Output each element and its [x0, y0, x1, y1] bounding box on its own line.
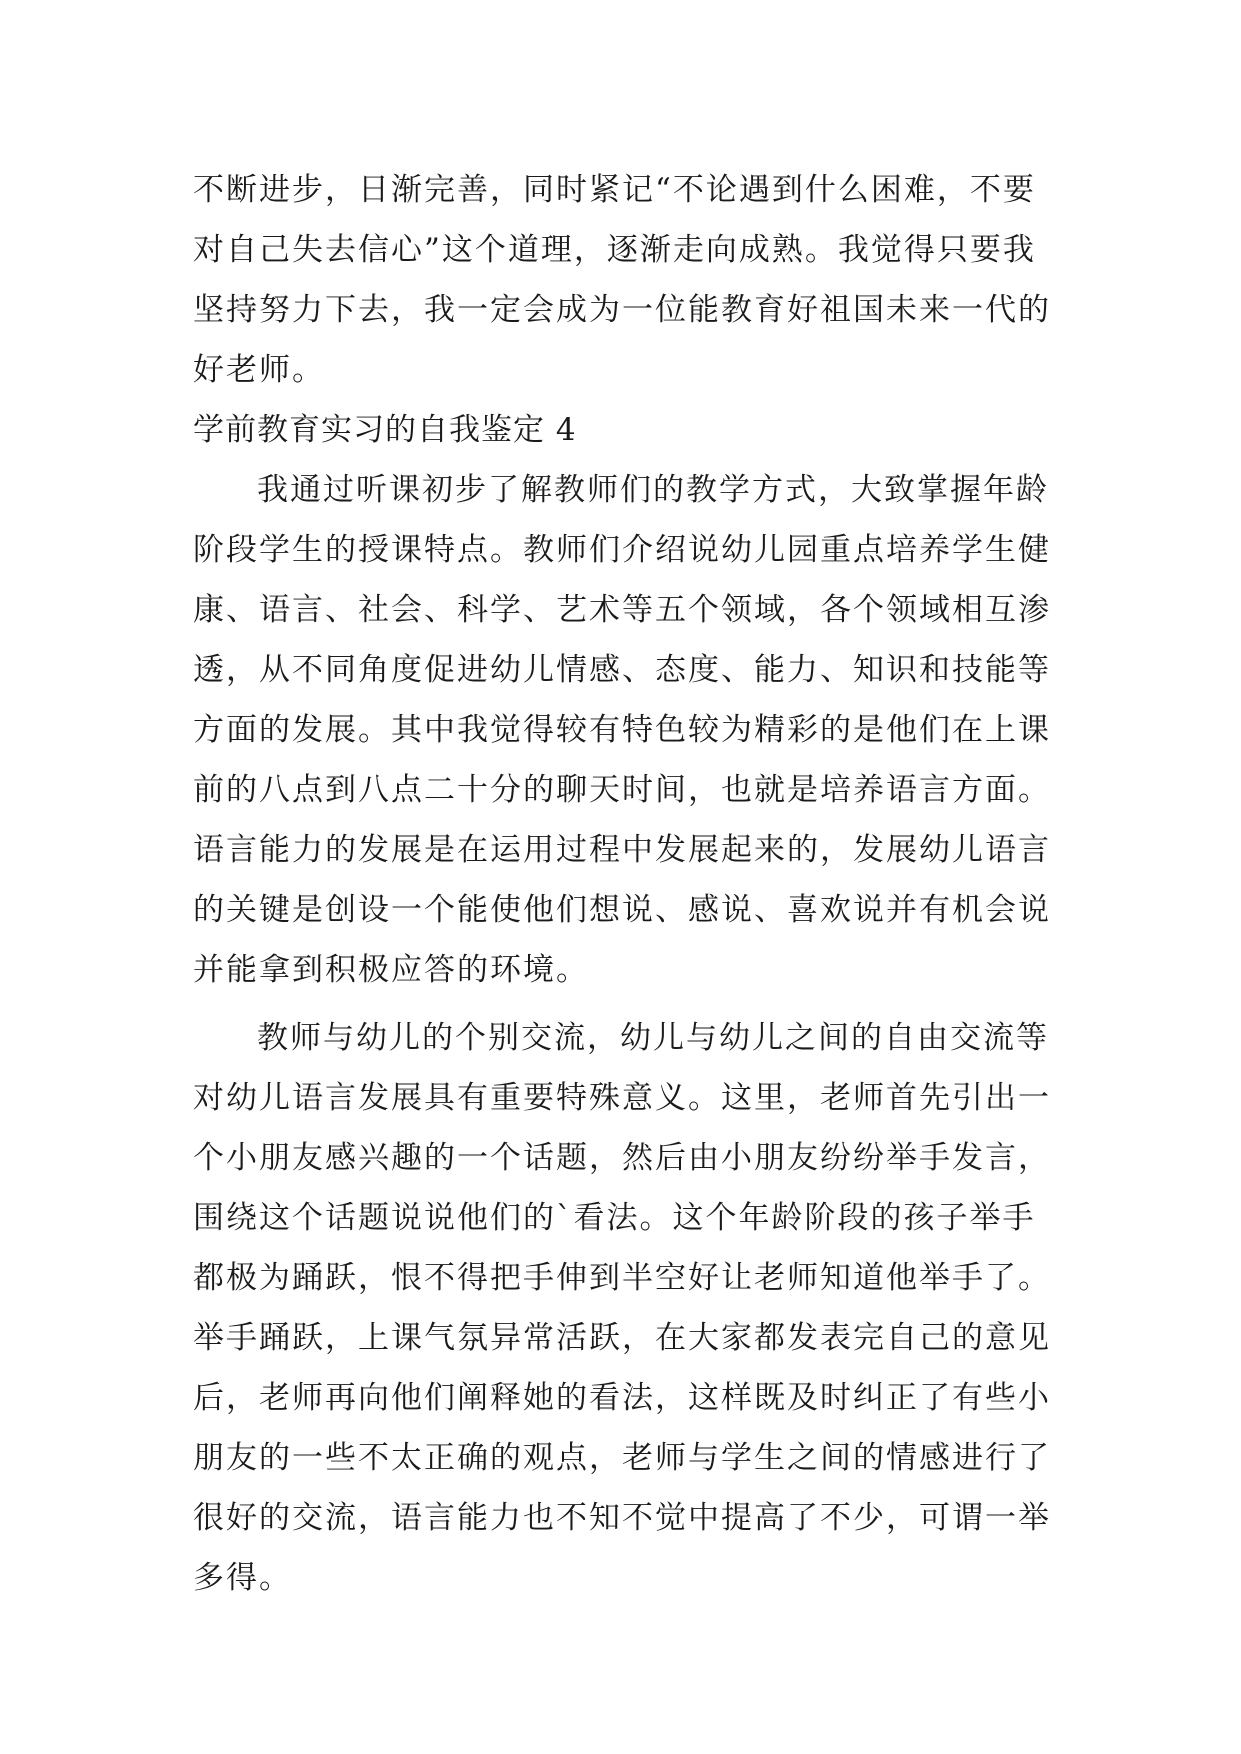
- paragraph-line: 的关键是创设一个能使他们想说、感说、喜欢说并有机会说: [193, 892, 1051, 928]
- paragraph-line: 语言能力的发展是在运用过程中发展起来的，发展幼儿语言: [193, 832, 1051, 868]
- paragraph-line: 并能拿到积极应答的环境。: [193, 952, 589, 988]
- paragraph-2: [193, 1008, 1053, 1608]
- paragraph-line: 后，老师再向他们阐释她的看法，这样既及时纠正了有些小: [193, 1380, 1051, 1416]
- paragraph-line: 多得。: [193, 1560, 292, 1596]
- paragraph-line: 对幼儿语言发展具有重要特殊意义。这里，老师首先引出一: [193, 1080, 1051, 1116]
- paragraph-line: 坚持努力下去，我一定会成为一位能教育好祖国未来一代的: [193, 292, 1051, 328]
- paragraph-line: 举手踊跃，上课气氛异常活跃，在大家都发表完自己的意见: [193, 1320, 1051, 1356]
- paragraph-line: 我通过听课初步了解教师们的教学方式，大致掌握年龄: [257, 472, 1049, 508]
- paragraph-1: [193, 460, 1053, 1000]
- paragraph-line: 康、语言、社会、科学、艺术等五个领域，各个领域相互渗: [193, 592, 1051, 628]
- paragraph-line: 很好的交流，语言能力也不知不觉中提高了不少，可谓一举: [193, 1500, 1051, 1536]
- paragraph-line: 朋友的一些不太正确的观点，老师与学生之间的情感进行了: [193, 1440, 1051, 1476]
- paragraph-line: 方面的发展。其中我觉得较有特色较为精彩的是他们在上课: [193, 712, 1051, 748]
- paragraph-line: 围绕这个话题说说他们的`看法。这个年龄阶段的孩子举手: [193, 1200, 1036, 1236]
- paragraph-line: 好老师。: [193, 352, 325, 388]
- paragraph-line: 对自己失去信心”这个道理，逐渐走向成熟。我觉得只要我: [193, 232, 1036, 268]
- paragraph-line: 不断进步，日渐完善，同时紧记“不论遇到什么困难，不要: [193, 172, 1036, 208]
- paragraph-line: 教师与幼儿的个别交流，幼儿与幼儿之间的自由交流等: [257, 1020, 1049, 1056]
- paragraph-line: 个小朋友感兴趣的一个话题，然后由小朋友纷纷举手发言，: [193, 1140, 1051, 1176]
- document-page: [193, 160, 1053, 1608]
- paragraph-line: 阶段学生的授课特点。教师们介绍说幼儿园重点培养学生健: [193, 532, 1051, 568]
- paragraph-line: 透，从不同角度促进幼儿情感、态度、能力、知识和技能等: [193, 652, 1051, 688]
- intro-paragraph: [193, 160, 1053, 400]
- paragraph-line: 都极为踊跃，恨不得把手伸到半空好让老师知道他举手了。: [193, 1260, 1051, 1296]
- paragraph-spacer: [193, 1000, 1053, 1008]
- paragraph-line: 前的八点到八点二十分的聊天时间，也就是培养语言方面。: [193, 772, 1051, 808]
- section-title: 学前教育实习的自我鉴定 4: [193, 412, 577, 448]
